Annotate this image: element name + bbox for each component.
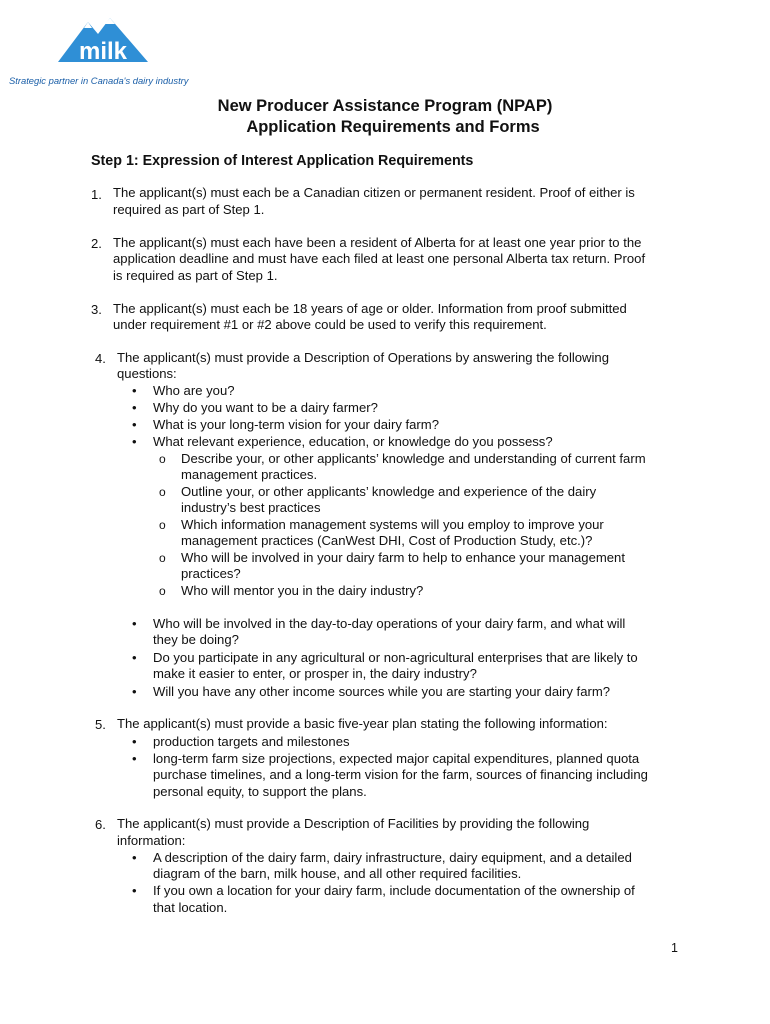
bullet: • <box>132 400 137 415</box>
item3-number: 3. <box>91 302 102 317</box>
bullet: • <box>132 650 137 665</box>
item1-line1: The applicant(s) must each be a Canadian citizen or permanent resident. Proof of either is <box>113 185 635 200</box>
document-title-line1: New Producer Assistance Program (NPAP) <box>217 97 553 115</box>
page-number: 1 <box>671 941 678 955</box>
bullet: • <box>132 751 137 766</box>
item6-bullet2-line2: that location. <box>153 900 228 915</box>
item2-number: 2. <box>91 236 102 251</box>
item3-line2: under requirement #1 or #2 above could be used to verify this requirement. <box>113 317 547 332</box>
item4-number: 4. <box>95 351 106 366</box>
item5-number: 5. <box>95 717 106 732</box>
item5-bullet2-line1: long-term farm size projections, expected major capital expenditures, planned quota <box>153 751 640 766</box>
sub-bullet: o <box>159 452 166 466</box>
item6-bullet2-line1: If you own a location for your dairy farm, include documentation of the ownership of <box>153 883 635 898</box>
item4-bullet1: Who are you? <box>153 383 235 398</box>
item5-bullet2-line3: personal equity, to support the plans. <box>153 784 367 799</box>
item4-sub1-line2: management practices. <box>181 467 318 482</box>
step1-heading: Step 1: Expression of Interest Application Requirements <box>91 153 474 169</box>
bullet: • <box>132 734 137 749</box>
item4-sub4-line2: practices? <box>181 566 241 581</box>
item4-line1: The applicant(s) must provide a Description of Operations by answering the following <box>117 350 609 365</box>
item6-number: 6. <box>95 817 106 832</box>
item6-line1: The applicant(s) must provide a Description of Facilities by providing the following <box>117 816 590 831</box>
item4-sub2-line2: industry’s best practices <box>181 500 321 515</box>
bullet: • <box>132 434 137 449</box>
bullet: • <box>132 883 137 898</box>
item5-bullet2-line2: purchase timelines, and a long-term vision for the farm, sources of financing including <box>153 767 648 782</box>
item6-line2: information: <box>117 833 186 848</box>
item3-line1: The applicant(s) must each be 18 years of age or older. Information from proof submitted <box>113 301 627 316</box>
item4-bullet4: What relevant experience, education, or knowledge do you possess? <box>153 434 553 449</box>
sub-bullet: o <box>159 485 166 499</box>
item4-bullet7: Will you have any other income sources while you are starting your dairy farm? <box>153 684 611 699</box>
bullet: • <box>132 616 137 631</box>
item4-bullet2: Why do you want to be a dairy farmer? <box>153 400 378 415</box>
item4-sub1-line1: Describe your, or other applicants’ knowledge and understanding of current farm <box>181 451 646 466</box>
item5-line1: The applicant(s) must provide a basic five-year plan stating the following information: <box>117 716 608 731</box>
sub-bullet: o <box>159 584 166 598</box>
item2-line3: is required as part of Step 1. <box>113 268 278 283</box>
logo-wordmark: milk <box>78 38 128 65</box>
item6-bullet1-line2: diagram of the barn, milk house, and all other required facilities. <box>153 866 522 881</box>
bullet: • <box>132 383 137 398</box>
bullet: • <box>132 684 137 699</box>
sub-bullet: o <box>159 518 166 532</box>
sub-bullet: o <box>159 551 166 565</box>
item4-bullet5-line1: Who will be involved in the day-to-day operations of your dairy farm, and what will <box>153 616 626 631</box>
item4-sub4-line1: Who will be involved in your dairy farm to help to enhance your management <box>181 550 625 565</box>
bullet: • <box>132 417 137 432</box>
tagline: Strategic partner in Canada's dairy industry <box>9 75 189 86</box>
item2-line1: The applicant(s) must each have been a resident of Alberta for at least one year prior to the <box>113 235 642 250</box>
document-title-line2: Application Requirements and Forms <box>246 118 540 136</box>
item4-bullet6-line1: Do you participate in any agricultural or non-agricultural enterprises that are likely to <box>153 650 638 665</box>
item4-sub5: Who will mentor you in the dairy industry? <box>181 583 424 598</box>
item2-line2: application deadline and must have each filed at least one personal Alberta tax return. Proof <box>113 251 646 266</box>
item4-line2: questions: <box>117 366 177 381</box>
mountain-logo-icon <box>58 14 148 76</box>
item6-bullet1-line1: A description of the dairy farm, dairy infrastructure, dairy equipment, and a detailed <box>153 850 632 865</box>
item5-bullet1: production targets and milestones <box>153 734 350 749</box>
bullet: • <box>132 850 137 865</box>
item4-bullet6-line2: make it easier to enter, or prosper in, the dairy industry? <box>153 666 477 681</box>
item1-number: 1. <box>91 187 102 202</box>
item4-sub2-line1: Outline your, or other applicants’ knowledge and experience of the dairy <box>181 484 597 499</box>
item1-line2: required as part of Step 1. <box>113 202 265 217</box>
item4-bullet3: What is your long-term vision for your dairy farm? <box>153 417 439 432</box>
item4-sub3-line2: management practices (CanWest DHI, Cost of Production Study, etc.)? <box>181 533 593 548</box>
item4-bullet5-line2: they be doing? <box>153 632 239 647</box>
item4-sub3-line1: Which information management systems will you employ to improve your <box>181 517 604 532</box>
